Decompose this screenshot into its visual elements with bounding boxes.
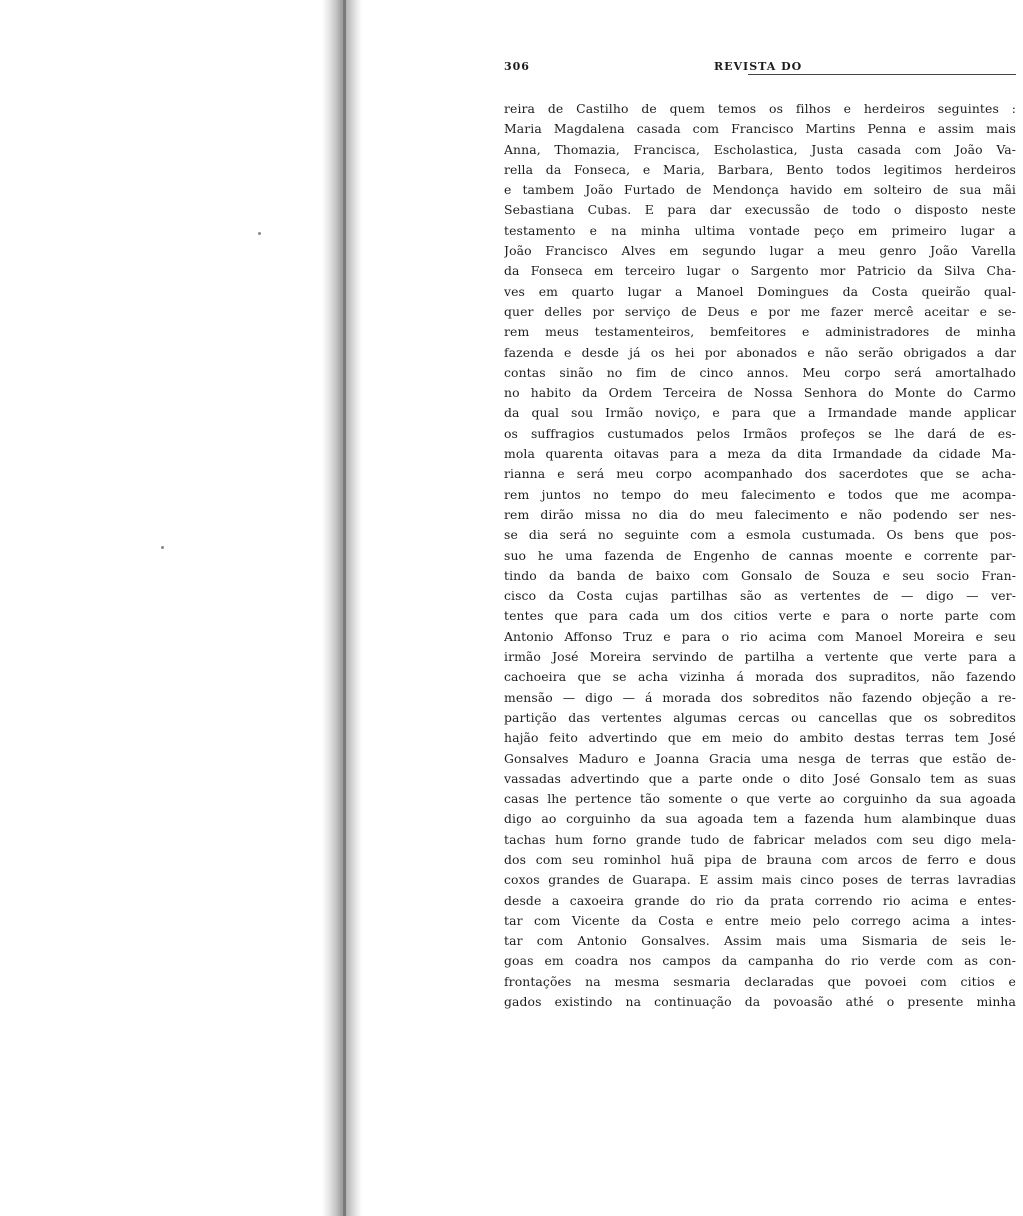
- text-line: partição das vertentes algumas cercas ou cancellas que os sobreditos: [504, 709, 1016, 725]
- text-line: tindo da banda de baixo com Gonsalo de Souza e seu socio Fran-: [504, 567, 1016, 583]
- text-line: mensão — digo — á morada dos sobreditos não fazendo objeção a re-: [504, 689, 1016, 705]
- header-rule: [748, 74, 1016, 75]
- text-line: tentes que para cada um dos citios verte e para o norte parte com: [504, 608, 1016, 624]
- page-header: [504, 60, 1016, 82]
- text-line: rella da Fonseca, e Maria, Barbara, Bento todos legitimos herdeiros: [504, 161, 1016, 177]
- text-line: desde a caxoeira grande do rio da prata correndo rio acima e entes-: [504, 892, 1016, 908]
- text-line: dos com seu rominhol huã pipa de brauna com arcos de ferro e dous: [504, 851, 1016, 867]
- text-line: tachas hum forno grande tudo de fabricar melados com seu digo mela-: [504, 831, 1016, 847]
- text-line: irmão José Moreira servindo de partilha a vertente que verte para a: [504, 649, 1016, 665]
- text-line: e tambem João Furtado de Mendonça havido em solteiro de sua mãi: [504, 182, 1016, 198]
- text-line: gados existindo na continuação da povoasão athé o presente minha: [504, 994, 1016, 1010]
- text-line: se dia será no seguinte com a esmola custumada. Os bens que pos-: [504, 527, 1016, 543]
- page-number: 306: [504, 60, 530, 73]
- text-line: testamento e na minha ultima vontade peço em primeiro lugar a: [504, 222, 1016, 238]
- text-line: rem dirão missa no dia do meu falecimento e não podendo ser nes-: [504, 506, 1016, 522]
- text-line: cachoeira que se acha vizinha á morada dos supraditos, não fazendo: [504, 669, 1016, 685]
- text-line: suo he uma fazenda de Engenho de cannas moente e corrente par-: [504, 547, 1016, 563]
- text-line: hajão feito advertindo que em meio do ambito destas terras tem José: [504, 730, 1016, 746]
- text-line: Antonio Affonso Truz e para o rio acima com Manoel Moreira e seu: [504, 628, 1016, 644]
- text-line: casas lhe pertence tão somente o que verte ao corguinho da sua agoada: [504, 791, 1016, 807]
- paper-speck: [161, 546, 164, 549]
- binding-gutter-shadow: [322, 0, 362, 1216]
- book-page: [504, 60, 1016, 1012]
- text-line: cisco da Costa cujas partilhas são as vertentes de — digo — ver-: [504, 588, 1016, 604]
- text-line: quer delles por serviço de Deus e por me fazer mercê aceitar e se-: [504, 303, 1016, 319]
- text-line: rem meus testamenteiros, bemfeitores e administradores de minha: [504, 324, 1016, 340]
- text-line: tar com Antonio Gonsalves. Assim mais uma Sismaria de seis le-: [504, 933, 1016, 949]
- text-line: contas sinão no fim de cinco annos. Meu corpo será amortalhado: [504, 364, 1016, 380]
- text-line: da qual sou Irmão noviço, e para que a Irmandade mande applicar: [504, 405, 1016, 421]
- text-line: no habito da Ordem Terceira de Nossa Senhora do Monte do Carmo: [504, 385, 1016, 401]
- body-text: [504, 99, 1016, 1012]
- text-line: da Fonseca em terceiro lugar o Sargento mor Patricio da Silva Cha-: [504, 263, 1016, 279]
- text-line: os suffragios custumados pelos Irmãos profeços se lhe dará de es-: [504, 425, 1016, 441]
- text-line: coxos grandes de Guarapa. E assim mais cinco poses de terras lavradias: [504, 872, 1016, 888]
- text-line: digo ao corguinho da sua agoada tem a fazenda hum alambinque duas: [504, 811, 1016, 827]
- text-line: ves em quarto lugar a Manoel Domingues da Costa queirão qual-: [504, 283, 1016, 299]
- text-line: Gonsalves Maduro e Joanna Gracia uma nesga de terras que estão de-: [504, 750, 1016, 766]
- text-line: Sebastiana Cubas. E para dar execussão de todo o disposto neste: [504, 202, 1016, 218]
- text-line: mola quarenta oitavas para a meza da dita Irmandade da cidade Ma-: [504, 446, 1016, 462]
- text-line: tar com Vicente da Costa e entre meio pelo corrego acima a intes-: [504, 912, 1016, 928]
- text-line: rem juntos no tempo do meu falecimento e todos que me acompa-: [504, 486, 1016, 502]
- binding-gutter-line: [343, 0, 346, 1216]
- running-head: REVISTA DO: [714, 60, 803, 73]
- text-line: reira de Castilho de quem temos os filhos e herdeiros seguintes :: [504, 101, 1016, 116]
- text-line: João Francisco Alves em segundo lugar a meu genro João Varella: [504, 243, 1016, 259]
- text-line: Maria Magdalena casada com Francisco Martins Penna e assim mais: [504, 121, 1016, 137]
- text-line: Anna, Thomazia, Francisca, Escholastica, Justa casada com João Va-: [504, 141, 1016, 157]
- text-line: rianna e será meu corpo acompanhado dos sacerdotes que se acha-: [504, 466, 1016, 482]
- text-line: fazenda e desde já os hei por abonados e não serão obrigados a dar: [504, 344, 1016, 360]
- text-line: vassadas advertindo que a parte onde o dito José Gonsalo tem as suas: [504, 770, 1016, 786]
- text-line: goas em coadra nos campos da campanha do rio verde com as con-: [504, 953, 1016, 969]
- paper-speck: [258, 232, 261, 235]
- text-line: frontações na mesma sesmaria declaradas que povoei com citios e: [504, 973, 1016, 989]
